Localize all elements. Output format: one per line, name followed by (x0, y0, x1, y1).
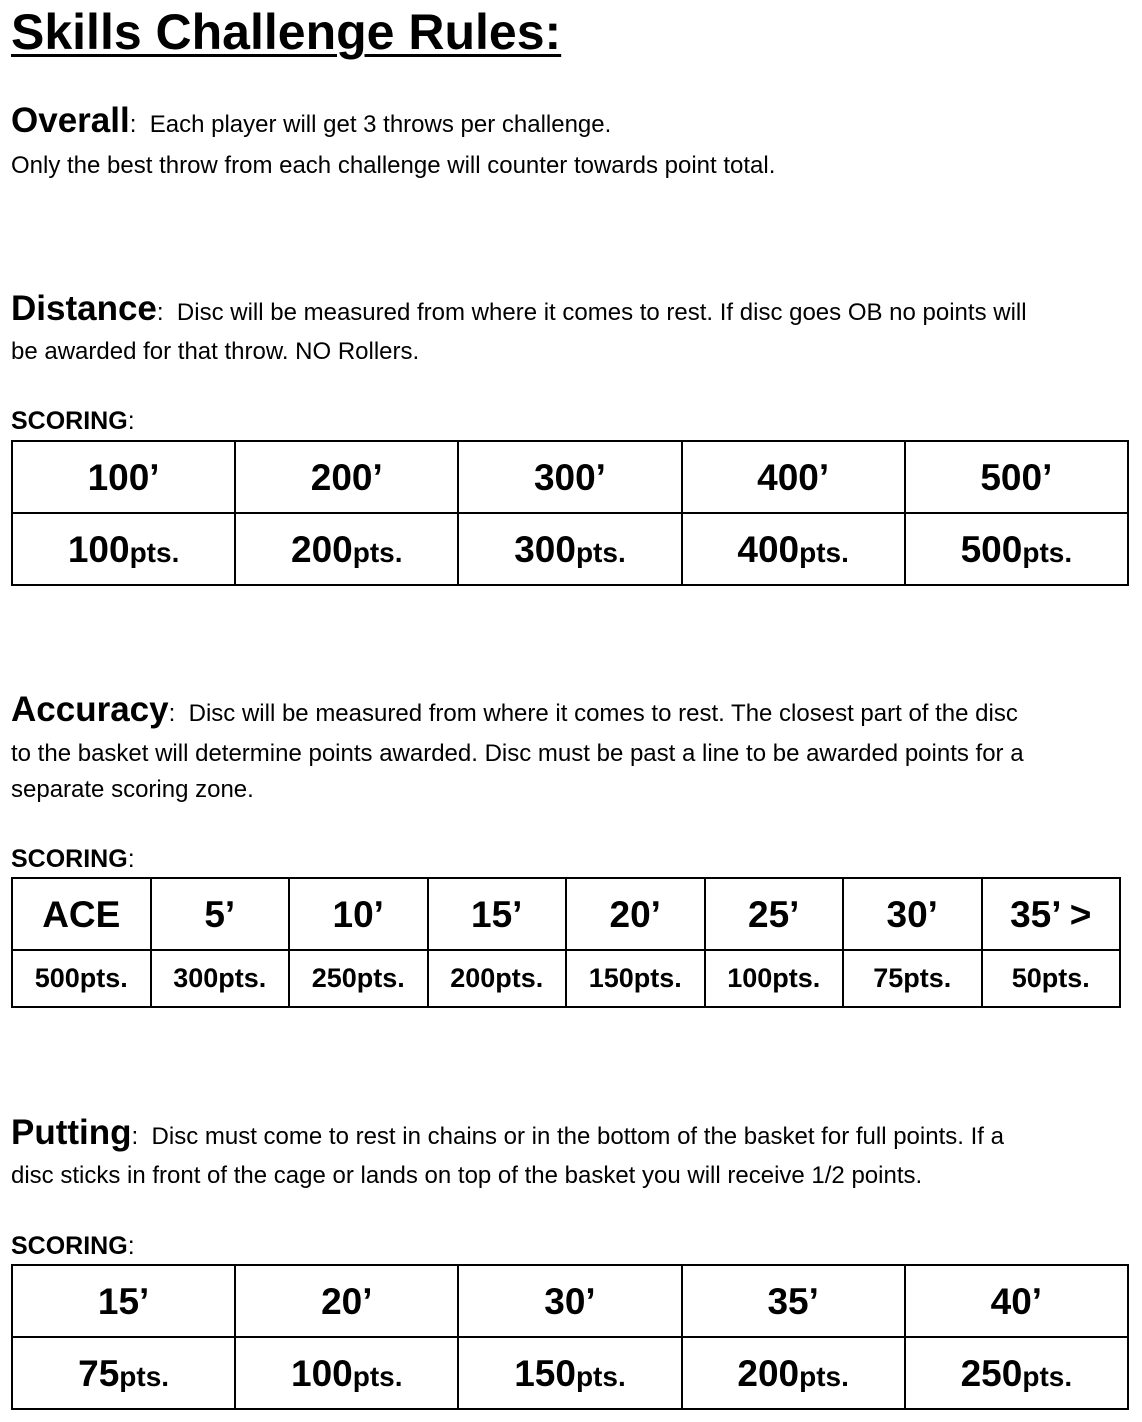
distance-cell: 300’ (458, 441, 681, 513)
putting-scoring-table (11, 1264, 1129, 1410)
overall-line-2: Only the best throw from each challenge will counter towards point total. (11, 152, 776, 179)
accuracy-points-cell: 500pts. (12, 950, 151, 1007)
distance-cell: 400’ (682, 441, 905, 513)
putting-points-cell: 100pts. (235, 1337, 458, 1409)
accuracy-zone-cell: 20’ (566, 878, 705, 950)
distance-points-cell: 300pts. (458, 513, 681, 585)
accuracy-zone-cell: 15’ (428, 878, 567, 950)
putting-distance-cell: 30’ (458, 1265, 681, 1337)
putting-line-1: Disc must come to rest in chains or in the bottom of the basket for full points. If a (151, 1123, 1004, 1150)
distance-points-cell: 500pts. (905, 513, 1128, 585)
putting-section: Putting: Disc must come to rest in chains or in the bottom of the basket for full points. If a (11, 1113, 1004, 1152)
accuracy-points-cell: 75pts. (843, 950, 982, 1007)
overall-section: Overall: Each player will get 3 throws per challenge. (11, 101, 612, 140)
accuracy-line-1: Disc will be measured from where it comes to rest. The closest part of the disc (188, 700, 1018, 727)
putting-distance-cell: 20’ (235, 1265, 458, 1337)
overall-line-1: Each player will get 3 throws per challenge. (149, 111, 612, 138)
accuracy-zone-cell: 30’ (843, 878, 982, 950)
accuracy-points-cell: 150pts. (566, 950, 705, 1007)
distance-points-cell: 100pts. (12, 513, 235, 585)
putting-scoring-label: SCORING: (11, 1232, 135, 1260)
accuracy-zone-cell: ACE (12, 878, 151, 950)
putting-points-cell: 250pts. (905, 1337, 1128, 1409)
distance-points-cell: 200pts. (235, 513, 458, 585)
accuracy-scoring-label: SCORING: (11, 845, 135, 873)
distance-cell: 200’ (235, 441, 458, 513)
distance-points-cell: 400pts. (682, 513, 905, 585)
page-title: Skills Challenge Rules: (11, 4, 562, 60)
distance-line-2: be awarded for that throw. NO Rollers. (11, 338, 420, 365)
accuracy-points-cell: 50pts. (982, 950, 1121, 1007)
accuracy-points-cell: 100pts. (705, 950, 844, 1007)
putting-distance-cell: 15’ (12, 1265, 235, 1337)
distance-cell: 100’ (12, 441, 235, 513)
putting-points-cell: 150pts. (458, 1337, 681, 1409)
accuracy-heading: Accuracy (11, 690, 169, 729)
accuracy-zone-cell: 25’ (705, 878, 844, 950)
distance-section: Distance: Disc will be measured from where it comes to rest. If disc goes OB no points will (11, 289, 1027, 328)
distance-heading: Distance (11, 289, 157, 328)
distance-scoring-table (11, 440, 1129, 586)
putting-distance-cell: 40’ (905, 1265, 1128, 1337)
putting-points-cell: 200pts. (682, 1337, 905, 1409)
accuracy-line-2: to the basket will determine points awarded. Disc must be past a line to be awarded points for a (11, 740, 1024, 767)
distance-scoring-label: SCORING: (11, 407, 135, 435)
accuracy-points-cell: 250pts. (289, 950, 428, 1007)
accuracy-scoring-table (11, 877, 1121, 1008)
accuracy-points-cell: 200pts. (428, 950, 567, 1007)
accuracy-line-3: separate scoring zone. (11, 776, 254, 803)
putting-line-2: disc sticks in front of the cage or lands on top of the basket you will receive 1/2 points. (11, 1162, 923, 1189)
putting-points-cell: 75pts. (12, 1337, 235, 1409)
accuracy-zone-cell: 35’ > (982, 878, 1121, 950)
distance-line-1: Disc will be measured from where it comes to rest. If disc goes OB no points will (176, 299, 1027, 326)
distance-cell: 500’ (905, 441, 1128, 513)
accuracy-points-cell: 300pts. (151, 950, 290, 1007)
accuracy-section: Accuracy: Disc will be measured from where it comes to rest. The closest part of the disc (11, 690, 1018, 729)
accuracy-zone-cell: 5’ (151, 878, 290, 950)
putting-heading: Putting (11, 1113, 132, 1152)
accuracy-zone-cell: 10’ (289, 878, 428, 950)
putting-distance-cell: 35’ (682, 1265, 905, 1337)
overall-heading: Overall (11, 101, 130, 140)
